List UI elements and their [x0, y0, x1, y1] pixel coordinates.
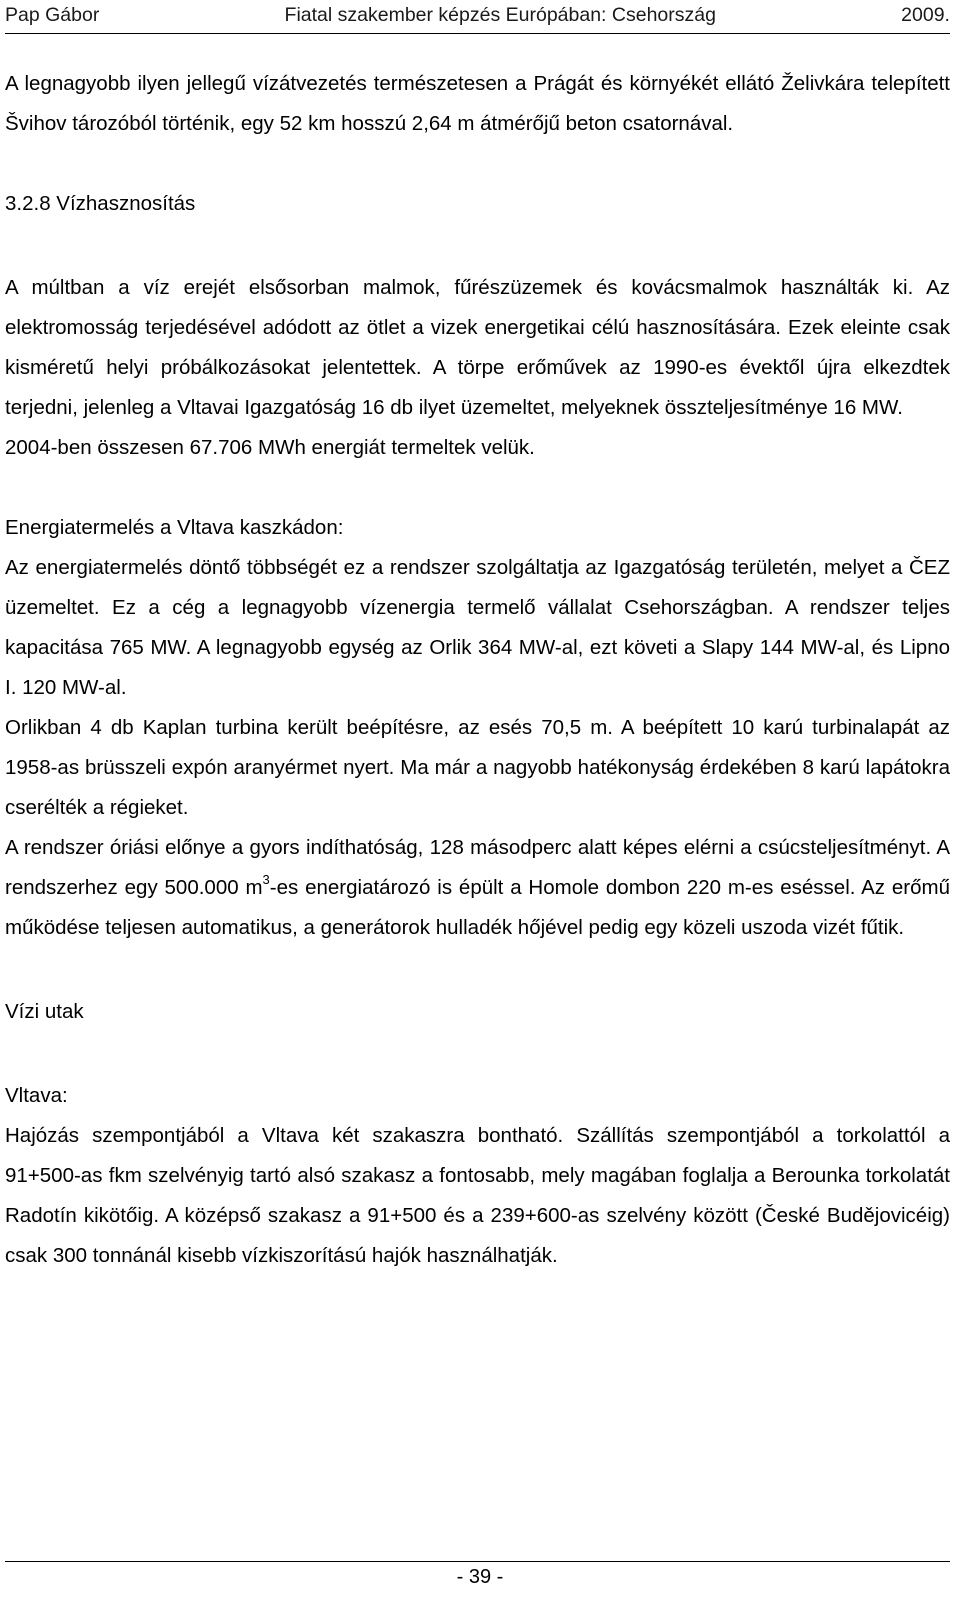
subheading-vltava: Vltava:	[5, 1084, 68, 1107]
page-number: - 39 -	[456, 1566, 504, 1588]
paragraph-system-advantage	[5, 828, 950, 948]
paragraph-water-transfer: A legnagyobb ilyen jellegű vízátvezetés természetesen a Prágát és környékét ellátó Želivkára telepített Švihov tározóból történik, egy 52 km hosszú 2,64 m átmérőjű beton csatornával.	[5, 72, 950, 135]
paragraph-navigation: Hajózás szempontjából a Vltava két szakaszra bontható. Szállítás szempontjából a torkolattól a 91+500-as fkm szelvényig tartó alsó szakasz a fontosabb, mely magában foglalja a Berounka torkolatát Radotín kikötőig. A középső szakasz a 91+500 és a 239+600-as szelvény között (České Budějovicéig) csak 300 tonnánál kisebb vízkiszorítású hajók használhatják.	[5, 1124, 950, 1267]
subheading-waterways: Vízi utak	[5, 1000, 84, 1023]
header-divider	[5, 33, 950, 34]
paragraph-system-advantage-part2: -es energiatározó is épült a Homole dombon 220 m-es eséssel. Az erőmű működése teljesen automatikus, a generátorok hulladék hőjével pedig egy közeli uszoda vizét fűtik.	[5, 876, 950, 939]
superscript-cubic: 3	[262, 872, 270, 888]
header-year: 2009.	[901, 3, 950, 26]
section-heading: 3.2.8 Vízhasznosítás	[5, 192, 196, 215]
page-header	[5, 0, 950, 30]
paragraph-cascade: Az energiatermelés döntő többségét ez a rendszer szolgáltatja az Igazgatóság területén, melyet a ČEZ üzemeltet. Ez a cég a legnagyobb vízenergia termelő vállalat Csehországban. A rendszer teljes kapacitása 765 MW. A legnagyobb egység az Orlik 364 MW-al, ezt követi a Slapy 144 MW-al, és Lipno I. 120 MW-al.	[5, 556, 950, 699]
header-author: Pap Gábor	[5, 3, 100, 26]
header-title: Fiatal szakember képzés Európában: Csehország	[284, 3, 716, 26]
subheading-energy-production: Energiatermelés a Vltava kaszkádon:	[5, 516, 344, 539]
page-content	[5, 64, 950, 1276]
paragraph-system-advantage-part1: A rendszer óriási előnye a gyors indíthatóság, 128 másodperc alatt képes elérni a csúcsteljesítményt. A rendszerhez egy 500.000 m	[5, 836, 950, 899]
paragraph-orlik: Orlikban 4 db Kaplan turbina került beépítésre, az esés 70,5 m. A beépített 10 karú turbinalapát az 1958-as brüsszeli expón aranyérmet nyert. Ma már a nagyobb hatékonyság érdekében 8 karú lapátokra cserélték a régieket.	[5, 716, 950, 819]
paragraph-water-use: A múltban a víz erejét elsősorban malmok, fűrészüzemek és kovácsmalmok használták ki. Az elektromosság terjedésével adódott az ötlet a vizek energetikai célú hasznosítására. Ezek eleinte csak kisméretű helyi próbálkozásokat jelentettek. A törpe erőművek az 1990-es évektől újra elkezdtek terjedni, jelenleg a Vltavai Igazgatóság 16 db ilyet üzemeltet, melyeknek összteljesítménye 16 MW.	[5, 276, 950, 419]
footer-divider	[5, 1561, 950, 1562]
paragraph-energy-2004: 2004-ben összesen 67.706 MWh energiát termeltek velük.	[5, 436, 535, 459]
